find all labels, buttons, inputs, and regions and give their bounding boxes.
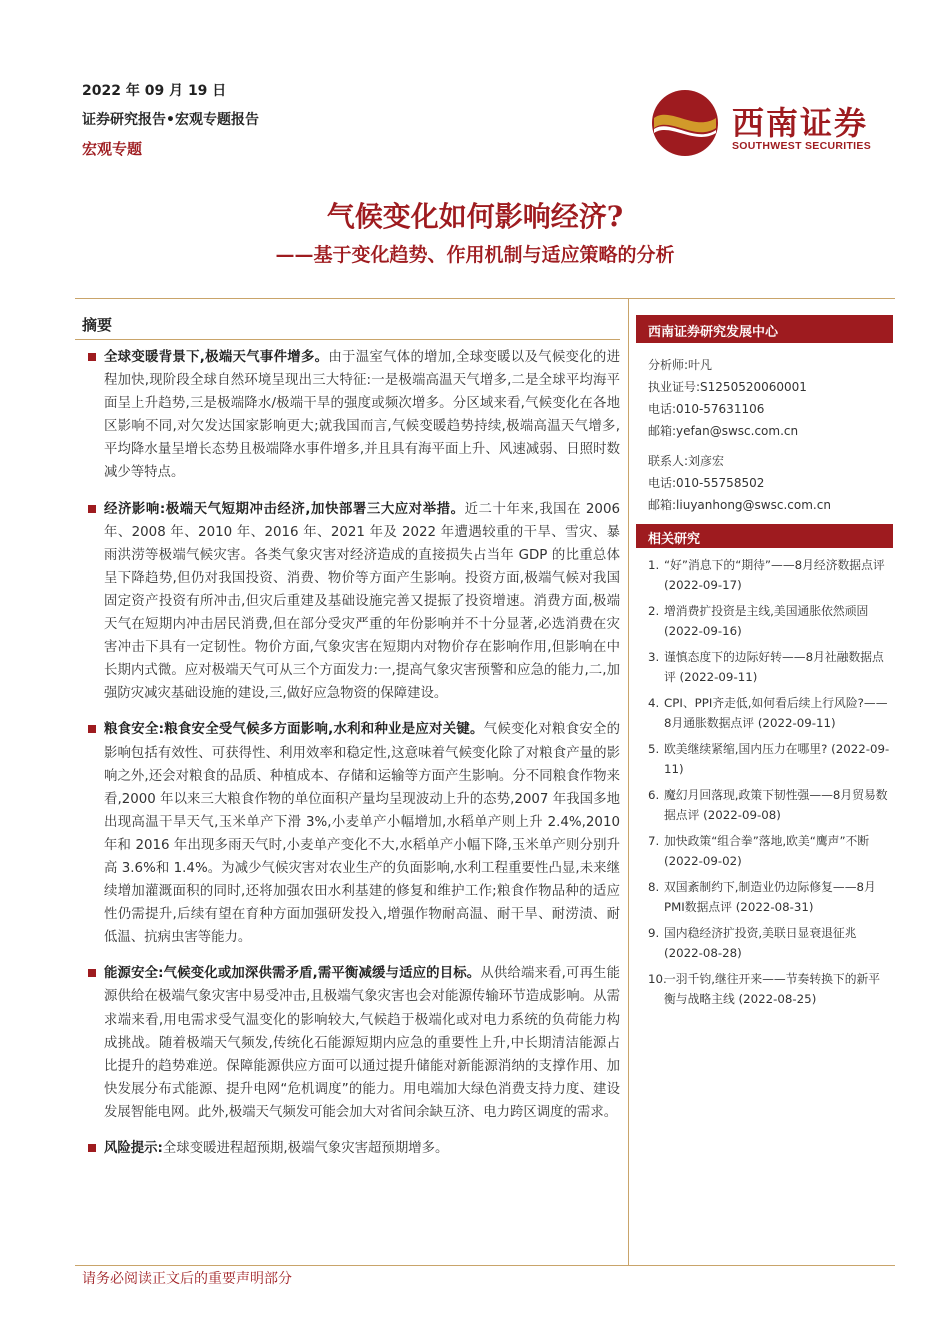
related-item-number: 3. bbox=[648, 650, 660, 664]
related-item[interactable] bbox=[648, 924, 890, 963]
related-item-text: 一羽千钧,继往开来——节奏转换下的新平衡与战略主线 (2022-08-25) bbox=[664, 972, 881, 1006]
institute-name: 西南证券研究发展中心 bbox=[648, 325, 779, 340]
risk-warning bbox=[84, 1137, 620, 1160]
square-bullet-icon bbox=[88, 1144, 96, 1152]
related-item-number: 7. bbox=[648, 834, 660, 848]
related-item-text: 国内稳经济扩投资,美联日显衰退征兆 (2022-08-28) bbox=[664, 926, 857, 960]
related-item-number: 4. bbox=[648, 696, 660, 710]
report-category: 宏观专题 bbox=[82, 140, 143, 158]
related-item-text: 谨慎态度下的边际好转——8月社融数据点评 (2022-09-11) bbox=[664, 650, 884, 684]
institute-banner bbox=[636, 315, 893, 343]
paragraph-lead: 风险提示: bbox=[104, 1141, 163, 1156]
related-item[interactable] bbox=[648, 648, 890, 687]
paragraph-lead: 粮食安全:粮食安全受气候多方面影响,水利和种业是应对关键。 bbox=[104, 722, 484, 738]
related-item[interactable] bbox=[648, 740, 890, 779]
paragraph-lead: 经济影响:极端天气短期冲击经济,加快部署三大应对举措。 bbox=[104, 501, 465, 517]
related-item-number: 9. bbox=[648, 926, 660, 940]
related-item[interactable] bbox=[648, 786, 890, 825]
analyst-license: 执业证号:S1250520060001 bbox=[648, 380, 807, 394]
related-research-title: 相关研究 bbox=[648, 532, 701, 547]
analyst-name: 分析师:叶凡 bbox=[648, 358, 713, 372]
related-item-text: 增消费扩投资是主线,美国通胀依然顽固 (2022-09-16) bbox=[664, 604, 869, 638]
related-item[interactable] bbox=[648, 970, 890, 1009]
spacer bbox=[648, 442, 831, 450]
analyst-contacts bbox=[648, 354, 831, 516]
related-item-number: 5. bbox=[648, 742, 660, 756]
related-item-text: 加快政策“组合拳”落地,欧美“鹰声”不断 (2022-09-02) bbox=[664, 834, 870, 868]
paragraph-text: 气候变化对粮食安全的影响包括有效性、可获得性、利用效率和稳定性,这意味着气候变化除了对粮食产量的影响之外,还会对粮食的品质、种植成本、存储和运输等方面产生影响。分不同粮食作物来看,2000 年以来三大粮食作物的单位面积产量均呈现波动上升的态势,2007 年我国多地出现高温干旱天气,玉米单产下滑 3%,小麦单产小幅增加,水稻单产则上升 2.4%,2010 年和 2016 年出现多雨天气时,小麦单产变化不大,水稻单产小幅下降,玉米单产则分别升高 3.6%和 1.4%。为减少气候灾害对农业生产的负面影响,水利工程重要性凸显,未来继续增加灌溉面积的同时,还将加强农田水利基建的修复和维护工作;粮食作物品种的适应性仍需提升,后续有望在育种方面加强研发投入,增强作物耐高温、耐干旱、耐涝渍、耐低温、抗病虫害等能力。 bbox=[104, 722, 620, 946]
abstract-body bbox=[84, 346, 620, 1173]
page-subtitle: ——基于变化趋势、作用机制与适应策略的分析 bbox=[275, 244, 675, 266]
company-logo bbox=[650, 88, 880, 158]
related-item-text: “好”消息下的“期待”——8月经济数据点评 (2022-09-17) bbox=[664, 558, 885, 592]
paragraph-text: 从供给端来看,可再生能源供给在极端气象灾害中易受冲击,且极端气象灾害也会对能源传输环节造成影响。从需求端来看,用电需求受气温变化的影响较大,气候趋于极端化或对电力系统的负荷能力构成挑战。随着极端天气频发,传统化石能源短期内应急的重要性上升,中长期清洁能源占比提升的趋势难逆。保障能源供应方面可以通过提升储能对新能源消纳的支撑作用、加快发展分布式能源、提升电网“危机调度”的能力。用电端加大绿色消费支持力度、建设发展智能电网。此外,极端天气频发可能会加大对省间余缺互济、电力跨区调度的需求。 bbox=[104, 966, 620, 1120]
related-item-text: CPI、PPI齐走低,如何看后续上行风险?——8月通胀数据点评 (2022-09-11) bbox=[664, 696, 888, 730]
paragraph-lead: 能源安全:气候变化或加深供需矛盾,需平衡减缓与适应的目标。 bbox=[104, 966, 481, 982]
abstract-divider bbox=[75, 339, 620, 340]
contact-phone: 电话:010-55758502 bbox=[648, 476, 765, 490]
abstract-paragraph bbox=[84, 962, 620, 1124]
related-item[interactable] bbox=[648, 878, 890, 917]
related-research-banner bbox=[636, 524, 893, 548]
square-bullet-icon bbox=[88, 505, 96, 513]
footer-disclaimer: 请务必阅读正文后的重要声明部分 bbox=[82, 1271, 292, 1287]
report-header bbox=[82, 80, 259, 159]
paragraph-text: 近二十年来,我国在 2006 年、2008 年、2010 年、2016 年、2021 年及 2022 年遭遇较重的干旱、雪灾、暴雨洪涝等极端气候灾害。各类气象灾害对经济造成的直接损失占当年 GDP 的比重总体呈下降趋势,但仍对我国投资、消费、物价等方面产生影响。投资方面,极端气候对我国固定资产投资有所冲击,但灾后重建及基础设施完善又提振了投资增速。消费方面,极端天气在短期内冲击居民消费,但在部分受灾严重的年份影响并不十分显著,必选消费在灾害冲击下具有一定韧性。物价方面,气象灾害在短期内对物价存在影响作用,但影响在中长期内式微。应对极端天气可从三个方面发力:一,提高气象灾害预警和应急的能力,二,加强防灾减灾基础设施的建设,三,做好应急物资的保障建设。 bbox=[104, 501, 620, 702]
related-item-number: 1. bbox=[648, 558, 660, 572]
related-item[interactable] bbox=[648, 694, 890, 733]
paragraph-lead: 全球变暖背景下,极端天气事件增多。 bbox=[104, 350, 329, 365]
square-bullet-icon bbox=[88, 725, 96, 733]
related-item-text: 双国紊制约下,制造业仍边际修复——8月 PMI数据点评 (2022-08-31) bbox=[664, 880, 876, 914]
contact-name: 联系人:刘彦宏 bbox=[648, 454, 725, 468]
abstract-heading: 摘要 bbox=[82, 316, 113, 334]
related-item[interactable] bbox=[648, 832, 890, 871]
column-divider bbox=[628, 298, 629, 1266]
related-item-number: 10. bbox=[648, 972, 667, 986]
logo-emblem-icon bbox=[650, 88, 720, 158]
square-bullet-icon bbox=[88, 969, 96, 977]
related-item-number: 8. bbox=[648, 880, 660, 894]
abstract-paragraph bbox=[84, 718, 620, 949]
logo-english-name: SOUTHWEST SECURITIES bbox=[732, 140, 872, 152]
related-research-list bbox=[648, 556, 890, 1016]
logo-name: 西南证券 bbox=[732, 104, 869, 142]
report-date: 2022 年 09 月 19 日 bbox=[82, 83, 227, 99]
related-item-text: 欧美继续紧缩,国内压力在哪里? (2022-09-11) bbox=[664, 742, 890, 776]
report-type: 证券研究报告•宏观专题报告 bbox=[82, 112, 259, 128]
page-title: 气候变化如何影响经济? bbox=[326, 200, 624, 233]
top-divider bbox=[75, 298, 895, 299]
related-item[interactable] bbox=[648, 556, 890, 595]
abstract-paragraph bbox=[84, 346, 620, 485]
analyst-email: 邮箱:yefan@swsc.com.cn bbox=[648, 424, 799, 438]
square-bullet-icon bbox=[88, 353, 96, 361]
abstract-paragraph bbox=[84, 498, 620, 706]
contact-email: 邮箱:liuyanhong@swsc.com.cn bbox=[648, 498, 831, 512]
analyst-phone: 电话:010-57631106 bbox=[648, 402, 765, 416]
related-item-text: 魔幻月回落现,政策下韧性强——8月贸易数据点评 (2022-09-08) bbox=[664, 788, 888, 822]
related-item-number: 2. bbox=[648, 604, 660, 618]
paragraph-text: 全球变暖进程超预期,极端气象灾害超预期增多。 bbox=[162, 1141, 449, 1156]
bottom-divider bbox=[75, 1265, 895, 1266]
related-item[interactable] bbox=[648, 602, 890, 641]
related-item-number: 6. bbox=[648, 788, 660, 802]
paragraph-text: 由于温室气体的增加,全球变暖以及气候变化的进程加快,现阶段全球自然环境呈现出三大特征:一是极端高温天气增多,二是全球平均海平面呈上升趋势,三是极端降水/极端干旱的强度或频次增多。分区域来看,气候变化在各地区影响不同,对欠发达国家影响更大;就我国而言,气候变暖趋势持续,极端高温天气增多,平均降水量呈增长态势且极端降水事件增多,并且具有海平面上升、风速减弱、日照时数减少等特点。 bbox=[104, 350, 620, 481]
